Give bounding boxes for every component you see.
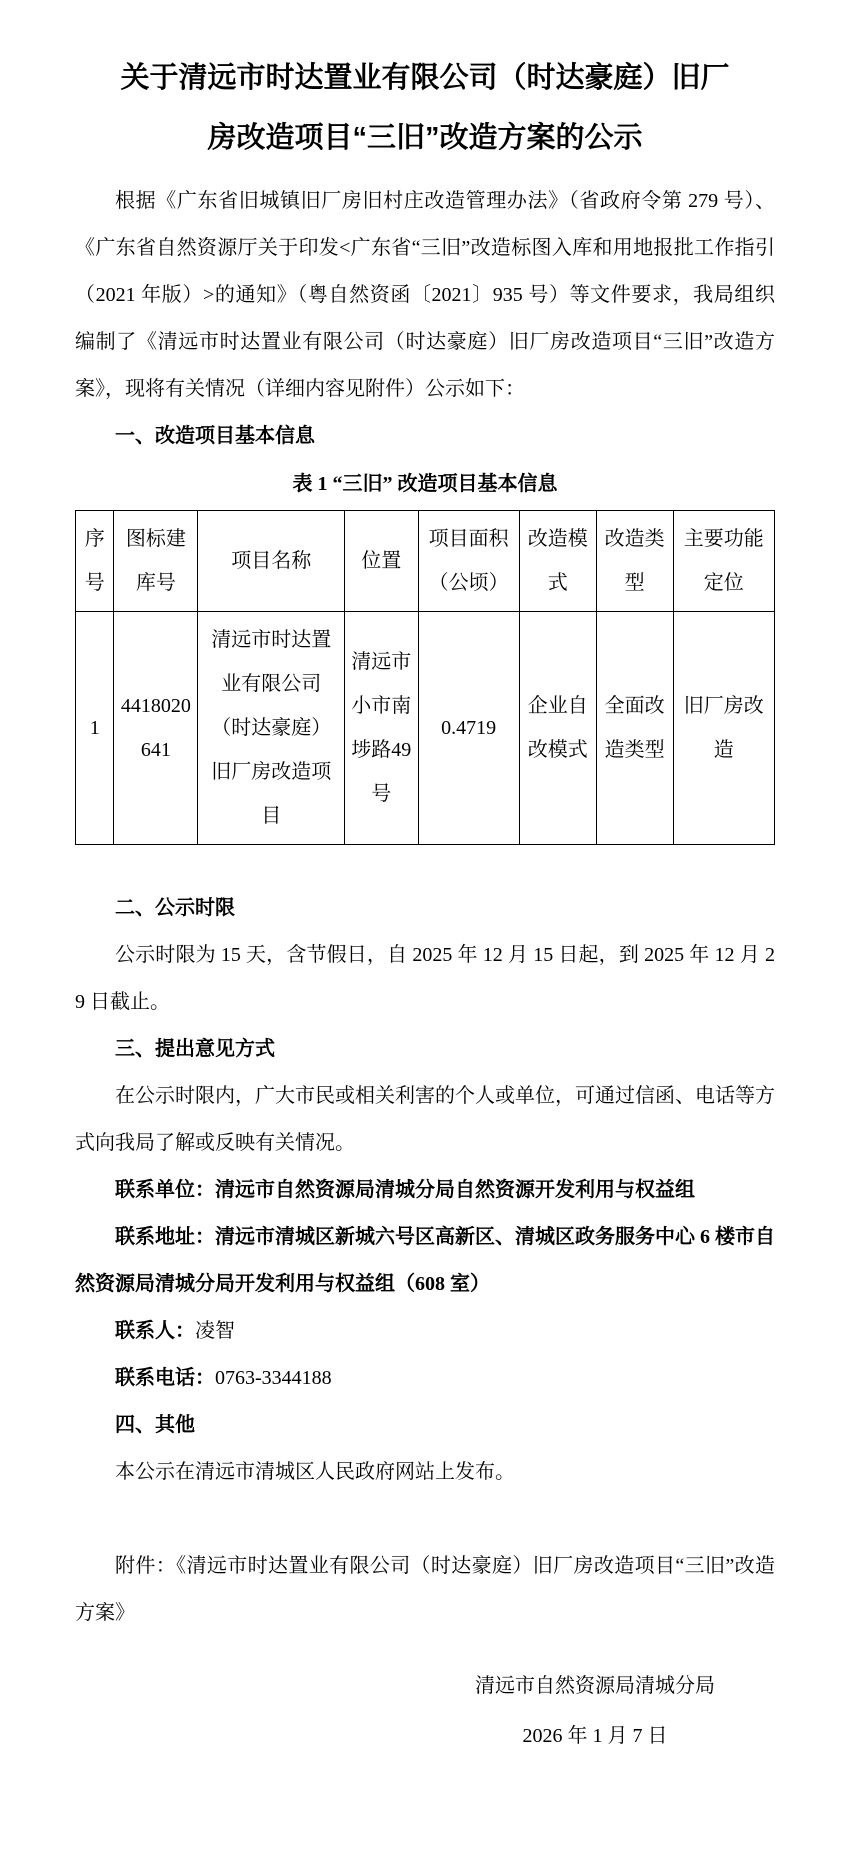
attachment-line: 附件：《清远市时达置业有限公司（时达豪庭）旧厂房改造项目“三旧”改造方案》 <box>75 1555 775 1625</box>
cell-type: 全面改造类型 <box>596 612 673 845</box>
cell-seq: 1 <box>76 612 114 845</box>
title-line-2: 房改造项目“三旧”改造方案的公示 <box>207 122 643 155</box>
cell-function: 旧厂房改造 <box>673 612 774 845</box>
section-2-heading: 二、公示时限 <box>115 897 235 920</box>
section-2-body: 公示时限为 15 天，含节假日，自 2025 年 12 月 15 日起，到 2025 年 12 月 29 日截止。 <box>75 944 775 1014</box>
header-location: 位置 <box>345 511 418 612</box>
contact-person-line <box>75 1308 775 1355</box>
header-seq: 序号 <box>76 511 114 612</box>
cell-location: 清远市小市南埗路49号 <box>345 612 418 845</box>
table-row <box>76 612 775 845</box>
header-map-id: 图标建库号 <box>114 511 198 612</box>
cell-name: 清远市时达置业有限公司（时达豪庭）旧厂房改造项目 <box>198 612 345 845</box>
contact-person-label: 联系人： <box>115 1320 195 1343</box>
title-line-1: 关于清远市时达置业有限公司（时达豪庭）旧厂 <box>120 62 730 94</box>
section-4-body: 本公示在清远市清城区人民政府网站上发布。 <box>115 1461 515 1484</box>
section-4-heading: 四、其他 <box>115 1414 195 1437</box>
header-mode: 改造模式 <box>519 511 596 612</box>
project-info-table <box>75 510 775 845</box>
table-header-row <box>76 511 775 612</box>
contact-person-value: 凌智 <box>195 1320 235 1343</box>
header-name: 项目名称 <box>198 511 345 612</box>
cell-map-id: 4418020641 <box>114 612 198 845</box>
contact-address-label: 联系地址： <box>115 1226 215 1249</box>
section-3-body: 在公示时限内，广大市民或相关利害的个人或单位，可通过信函、电话等方式向我局了解或反映有关情况。 <box>75 1085 775 1155</box>
signature-date: 2026 年 1 月 7 日 <box>522 1725 668 1748</box>
table-caption: 表 1 “三旧” 改造项目基本信息 <box>292 473 558 496</box>
contact-phone-line <box>75 1355 775 1402</box>
section-1-heading: 一、改造项目基本信息 <box>115 425 315 448</box>
contact-address-value: 清远市清城区新城六号区高新区、清城区政务服务中心 6 楼市自然资源局清城分局开发利用与权益组（608 室） <box>75 1226 775 1296</box>
contact-unit-value: 清远市自然资源局清城分局自然资源开发利用与权益组 <box>215 1179 695 1202</box>
header-area: 项目面积（公顷） <box>418 511 519 612</box>
header-type: 改造类型 <box>596 511 673 612</box>
section-3-heading: 三、提出意见方式 <box>115 1038 275 1061</box>
contact-unit-line <box>75 1167 775 1214</box>
contact-address-line <box>75 1214 775 1308</box>
header-function: 主要功能定位 <box>673 511 774 612</box>
document-title <box>75 48 775 168</box>
signature-block <box>475 1661 715 1761</box>
contact-phone-value: 0763-3344188 <box>215 1367 332 1390</box>
contact-unit-label: 联系单位： <box>115 1179 215 1202</box>
signature-agency: 清远市自然资源局清城分局 <box>475 1675 715 1698</box>
contact-phone-label: 联系电话： <box>115 1367 215 1390</box>
cell-mode: 企业自改模式 <box>519 612 596 845</box>
cell-area: 0.4719 <box>418 612 519 845</box>
intro-paragraph: 根据《广东省旧城镇旧厂房旧村庄改造管理办法》（省政府令第 279 号）、《广东省自然资源厅关于印发<广东省“三旧”改造标图入库和用地报批工作指引（2021 年版）>的通知》（粤自然资函〔2021〕935 号）等文件要求，我局组织编制了《清远市时达置业有限公司（时达豪庭）旧厂房改造项目“三旧”改造方案》，现将有关情况（详细内容见附件）公示如下： <box>75 190 775 401</box>
